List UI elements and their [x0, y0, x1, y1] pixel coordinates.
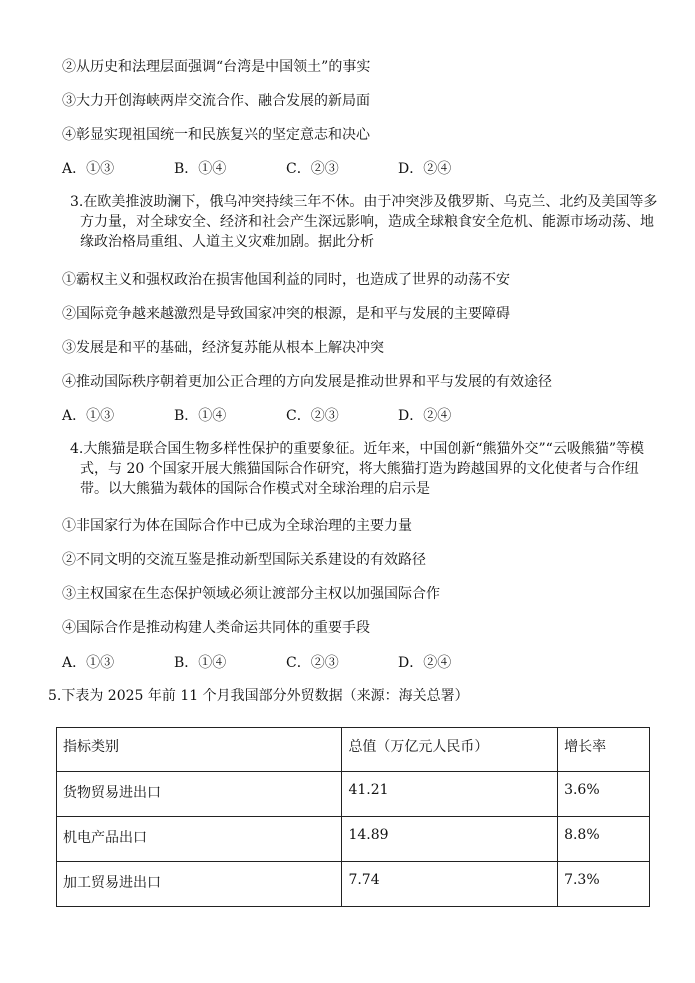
- q2-item-3: ③大力开创海峡两岸交流合作、融合发展的新局面: [62, 93, 370, 109]
- q4-item-1: ①非国家行为体在国际合作中已成为全球治理的主要力量: [62, 518, 412, 534]
- trade-data-table: [56, 727, 650, 907]
- q5-stem: 5.下表为 2025 年前 11 个月我国部分外贸数据（来源：海关总署）: [48, 688, 469, 704]
- table-header-cell: 增长率: [558, 728, 650, 772]
- q3-stem-text: 3.在欧美推波助澜下，俄乌冲突持续三年不休。由于冲突涉及俄罗斯、乌克兰、北约及美国等多方力量，对全球安全、经济和社会产生深远影响，造成全球粮食安全危机、能源市场动荡、地缘政治格局重组、人道主义灾难加剧。据此分析: [70, 194, 658, 250]
- table-header-cell: 总值（万亿元人民币）: [342, 728, 558, 772]
- q4-option-b: B．①④: [174, 655, 227, 671]
- q2-item-2: ②从历史和法理层面强调“台湾是中国领土”的事实: [62, 59, 371, 75]
- q4-option-a: A．①③: [62, 655, 115, 671]
- q4-item-2: ②不同文明的交流互鉴是推动新型国际关系建设的有效路径: [62, 552, 426, 568]
- q4-option-c: C．②③: [286, 655, 339, 671]
- table-cell: 加工贸易进出口: [57, 862, 342, 907]
- q3-stem: [70, 192, 660, 252]
- q3-item-2: ②国际竞争越来越激烈是导致国家冲突的根源，是和平与发展的主要障碍: [62, 306, 510, 322]
- q3-item-3: ③发展是和平的基础，经济复苏能从根本上解决冲突: [62, 340, 384, 356]
- q3-option-d: D．②④: [398, 408, 452, 424]
- q2-option-c: C．②③: [286, 161, 339, 177]
- q2-option-d: D．②④: [398, 161, 452, 177]
- table-cell: 机电产品出口: [57, 817, 342, 862]
- table-cell: 3.6%: [558, 772, 650, 817]
- table-cell: 7.74: [342, 862, 558, 907]
- q3-item-1: ①霸权主义和强权政治在损害他国利益的同时，也造成了世界的动荡不安: [62, 272, 510, 288]
- q2-option-b: B．①④: [174, 161, 227, 177]
- q3-option-c: C．②③: [286, 408, 339, 424]
- q3-option-a: A．①③: [62, 408, 115, 424]
- q4-stem: [70, 439, 660, 499]
- table-header-cell: 指标类别: [57, 728, 342, 772]
- table-cell: 14.89: [342, 817, 558, 862]
- q3-option-b: B．①④: [174, 408, 227, 424]
- table-cell: 41.21: [342, 772, 558, 817]
- q4-option-d: D．②④: [398, 655, 452, 671]
- q3-item-4: ④推动国际秩序朝着更加公正合理的方向发展是推动世界和平与发展的有效途径: [62, 374, 552, 390]
- table-row: [57, 772, 650, 817]
- table-header-row: [57, 728, 650, 772]
- q2-item-4: ④彰显实现祖国统一和民族复兴的坚定意志和决心: [62, 127, 370, 143]
- table-row: [57, 817, 650, 862]
- table-cell: 7.3%: [558, 862, 650, 907]
- q4-stem-text: 4.大熊猫是联合国生物多样性保护的重要象征。近年来，中国创新“熊猫外交”“云吸熊猫”等模式，与 20 个国家开展大熊猫国际合作研究，将大熊猫打造为跨越国界的文化使者与合作纽带。以大熊猫为载体的国际合作模式对全球治理的启示是: [70, 441, 644, 497]
- table-cell: 货物贸易进出口: [57, 772, 342, 817]
- q4-item-3: ③主权国家在生态保护领域必须让渡部分主权以加强国际合作: [62, 586, 440, 602]
- q2-option-a: A．①③: [62, 161, 115, 177]
- table-cell: 8.8%: [558, 817, 650, 862]
- table-row: [57, 862, 650, 907]
- q4-item-4: ④国际合作是推动构建人类命运共同体的重要手段: [62, 620, 370, 636]
